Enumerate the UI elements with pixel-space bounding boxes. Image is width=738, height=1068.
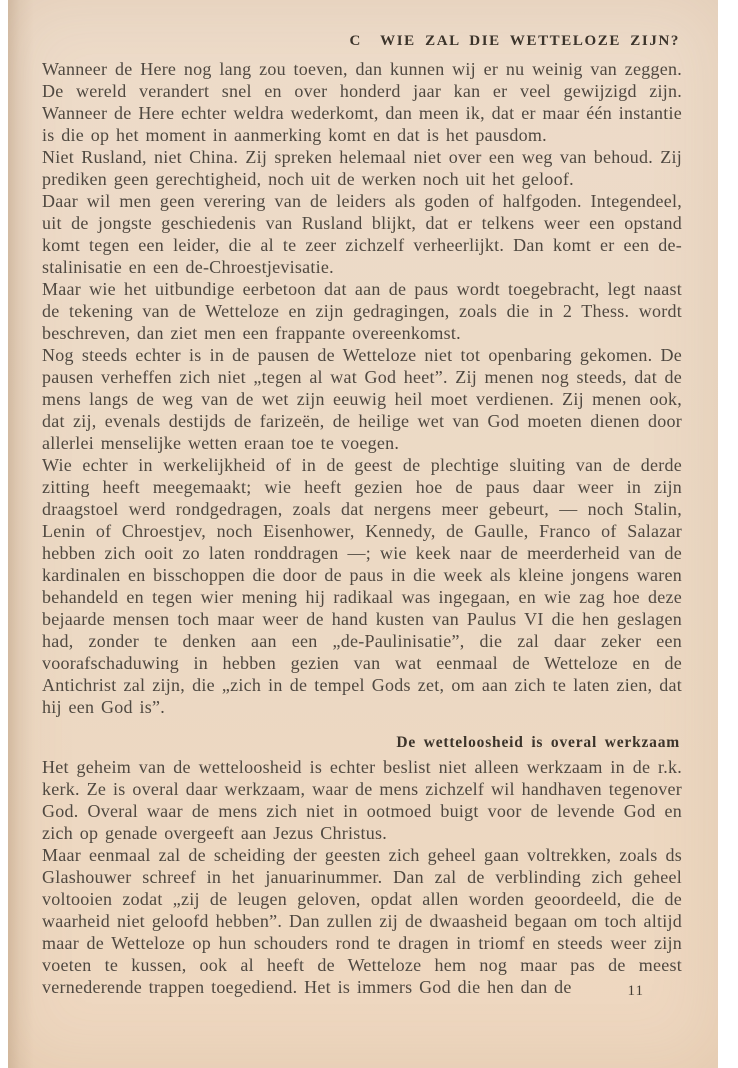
body-paragraph: Niet Rusland, niet China. Zij spreken helemaal niet over een weg van behoud. Zij prediken geen gerechtigheid, noch uit de werken noch uit het geloof. (42, 147, 682, 189)
body-paragraph: Nog steeds echter is in de pausen de Wetteloze niet tot openbaring gekomen. De pausen verheffen zich niet „tegen al wat God heet”. Zij menen nog steeds, dat de mens langs de weg van de wet zijn eeuwig heil moet verdienen. Zij menen ook, dat zij, evenals destijds de farizeën, de heilige wet van God moeten dienen door allerlei menselijke wetten eraan toe te voegen. (42, 345, 682, 453)
book-page-paper (8, 0, 718, 1068)
body-paragraph: Wie echter in werkelijkheid of in de geest de plechtige sluiting van de derde zitting heeft meegemaakt; wie heeft gezien hoe de paus daar weer in zijn draagstoel werd rondgedragen, zoals dat nergens meer gebeurt, — noch Stalin, Lenin of Chroestjev, noch Eisenhower, Kennedy, de Gaulle, Franco of Salazar hebben zich ooit zo laten ronddragen —; wie keek naar de meerderheid van de kardinalen en bisschoppen die door de paus in die week als kleine jongens waren behandeld en tegen wier mening hij radikaal was ingegaan, en wie zag hoe deze bejaarde mensen toch maar weer de hand kusten van Paulus VI die hen geslagen had, zonder te denken aan een „de-Paulinisatie”, die zal daar zeker een voorafschaduwing in hebben gezien van wat eenmaal de Wetteloze en de Antichrist zal zijn, die „zich in de tempel Gods zet, om aan zich te laten zien, dat hij een God is”. (42, 455, 682, 717)
body-paragraph: Het geheim van de wetteloosheid is echter beslist niet alleen werkzaam in de r.k. kerk. Ze is overal daar werkzaam, waar de mens zichzelf wil handhaven tegenover God. Overal waar de mens zich niet in ootmoed buigt voor de levende God en zich op genade overgeeft aan Jezus Christus. (42, 757, 682, 843)
page-number: 11 (627, 983, 644, 999)
body-paragraph: Daar wil men geen verering van de leiders als goden of halfgoden. Integendeel, uit de jongste geschiedenis van Rusland blijkt, dat er telkens weer een opstand komt tegen een leider, die al te zeer zichzelf verheerlijkt. Dan komt er een de-stalinisatie en een de-Chroestjevisatie. (42, 191, 682, 277)
page-text-block (42, 32, 682, 998)
body-paragraph: Wanneer de Here nog lang zou toeven, dan kunnen wij er nu weinig van zeggen. De wereld verandert snel en over honderd jaar kan er veel gewijzigd zijn. Wanneer de Here echter weldra wederkomt, dan meen ik, dat er maar één instantie is die op het moment in aanmerking komt en dat is het pausdom. (42, 59, 682, 145)
section-subheading: De wetteloosheid is overal werkzaam (396, 734, 680, 751)
body-paragraph: Maar eenmaal zal de scheiding der geesten zich geheel gaan voltrekken, zoals ds Glashouwer schreef in het januarinummer. Dan zal de verblinding zich geheel voltooien zodat „zij de leugen geloven, opdat allen worden geoordeeld, die de waarheid niet geloofd hebben”. Dan zullen zij de dwaasheid begaan om toch altijd maar de Wetteloze op hun schouders rond te dragen in triomf en steeds weer zijn voeten te kussen, ook al heeft de Wetteloze hem nog maar pas de meest vernederende trappen toegediend. Het is immers God die hen dan de (42, 845, 682, 997)
chapter-heading: C WIE ZAL DIE WETTELOZE ZIJN? (349, 33, 680, 49)
body-paragraph: Maar wie het uitbundige eerbetoon dat aan de paus wordt toegebracht, legt naast de tekening van de Wetteloze en zijn gedragingen, zoals die in 2 Thess. wordt beschreven, dan ziet men een frappante overeenkomst. (42, 279, 682, 343)
page-gutter-shadow (8, 0, 34, 1068)
